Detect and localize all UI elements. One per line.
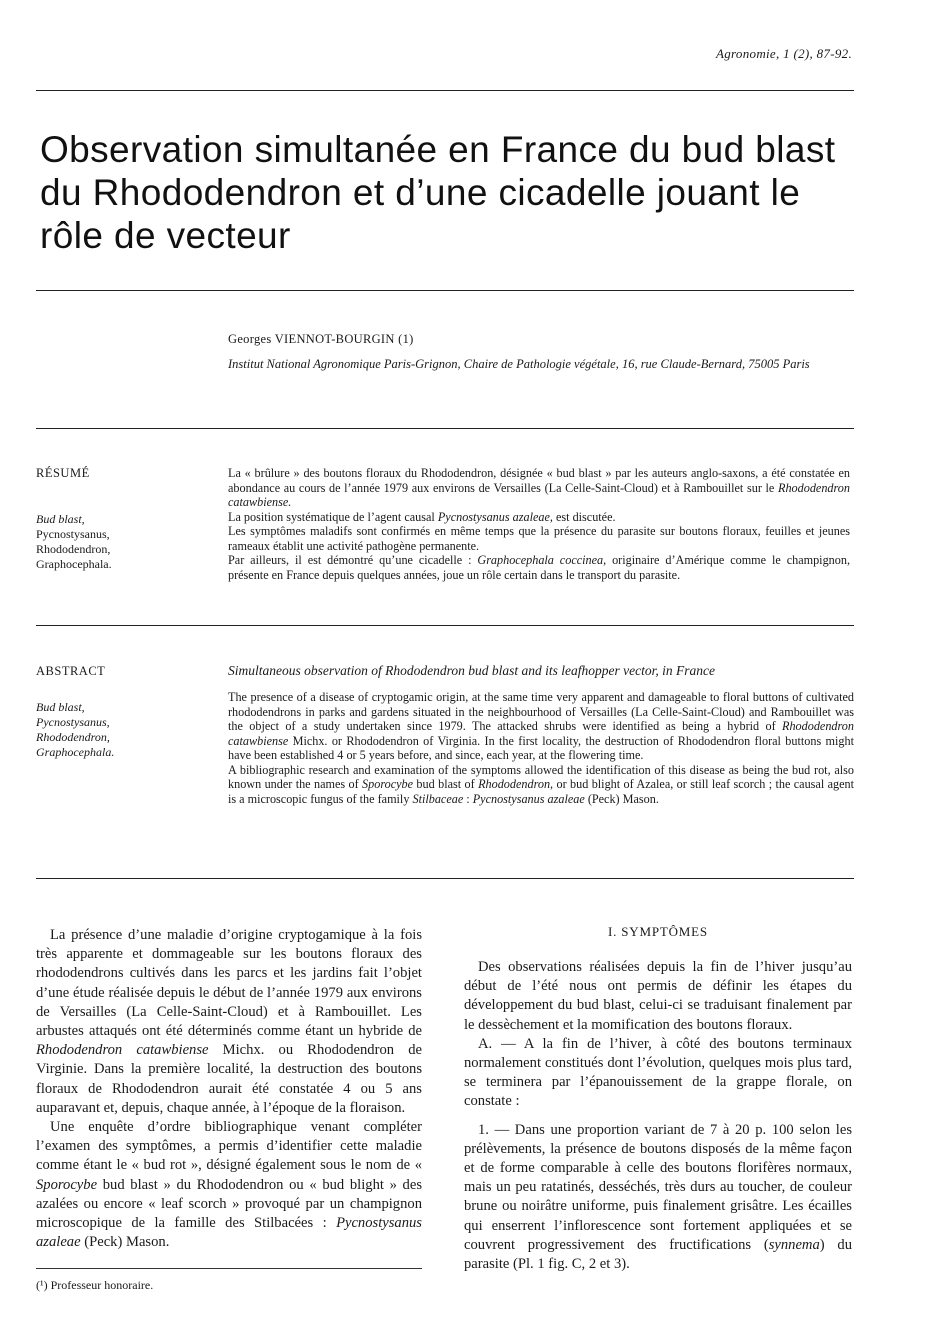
resume-heading: RÉSUMÉ: [36, 466, 90, 480]
body-paragraph: 1. — Dans une proportion variant de 7 à 20 p. 100 selon les prélèvements, la présence de boutons disposés de la même façon et de forme comparable à celle des boutons florifères normaux, mais un peu ratatinés, desséchés, très durs au toucher, de couleur brune ou noirâtre uniforme, puis finalement grisâtre. Les écailles qui enserrent l’inflorescence sont fortement appliquées et se couvrent progressivement des fructifications (synnema) du parasite (Pl. 1 fig. C, 2 et 3).: [464, 1121, 852, 1273]
resume-paragraph: La position systématique de l’agent causal Pycnostysanus azaleae, est discutée.: [228, 509, 616, 524]
section-heading: I. SYMPTÔMES: [608, 924, 708, 939]
abstract-title: Simultaneous observation of Rhododendron bud blast and its leafhopper vector, in France: [228, 663, 715, 678]
title-rule: [36, 290, 854, 291]
article-title: Observation simultanée en France du bud blast du Rhododendron et d’une cicadelle jouant le rôle de vecteur: [40, 129, 836, 256]
abstract-heading: ABSTRACT: [36, 664, 106, 678]
body-paragraph: Des observations réalisées depuis la fin de l’hiver jusqu’au début de l’été nous ont permis de définir les étapes du développement du bud blast, celui-ci se traduisant finalement par le dessèchement et la momification des boutons floraux.: [464, 959, 852, 1033]
body-paragraph: A. — A la fin de l’hiver, à côté des boutons terminaux normalement constitués dont l’évolution, quelques mois plus tard, se terminera par l’épanouissement de la grappe florale, on constate :: [464, 1035, 852, 1110]
resume-paragraph: Par ailleurs, il est démontré qu’une cicadelle : Graphocephala coccinea, originaire d’Amérique comme le champignon, présente en France depuis quelques années, joue un rôle certain dans le transport du parasite.: [228, 553, 850, 582]
journal-reference: Agronomie, 1 (2), 87-92.: [716, 46, 852, 61]
resume-keywords: [36, 512, 216, 572]
abstract-paragraph: The presence of a disease of cryptogamic origin, at the same time very apparent and damageable to floral buttons of cultivated rhododendrons in parks and gardens situated in the neighbourhood of Versailles (La Celle-Saint-Cloud) and Rambouillet was the object of a study undertaken since 1979. The attacked shrubs were identified as being a hybrid of Rhododendron catawbiense Michx. or Rhododendron of Virginia. In the first locality, the destruction of Rhododendron floral buttons might have been established 4 or 5 years before, and since, each year, at the flowering time.: [228, 690, 854, 762]
resume-keyword: Rhododendron,: [36, 542, 111, 556]
resume-keyword: Bud blast,: [36, 512, 85, 526]
abstract-keyword: Graphocephala.: [36, 745, 115, 759]
body-paragraph: Une enquête d’ordre bibliographique venant compléter l’examen des symptômes, a permis d’identifier cette maladie comme étant le « bud rot », désigné également sous le nom de « Sporocybe bud blast » du Rhododendron ou « bud blight » des azalées ou encore « leaf scorch » provoqué par un champignon microscopique de la famille des Stilbacées : Pycnostysanus azaleae (Peck) Mason.: [36, 1119, 422, 1251]
footnote: (¹) Professeur honoraire.: [36, 1278, 154, 1292]
header-rule: [36, 90, 854, 91]
resume-text: [228, 466, 850, 582]
abstract-rule: [36, 878, 854, 879]
author-name: Georges VIENNOT-BOURGIN (1): [228, 332, 414, 346]
author-affiliation: Institut National Agronomique Paris-Grignon, Chaire de Pathologie végétale, 16, rue Claude-Bernard, 75005 Paris: [228, 357, 810, 371]
resume-keyword: Pycnostysanus,: [36, 527, 110, 541]
abstract-keyword: Rhododendron,: [36, 730, 110, 744]
resume-keyword: Graphocephala.: [36, 557, 112, 571]
resume-paragraph: La « brûlure » des boutons floraux du Rhododendron, désignée « bud blast » par les auteurs anglo-saxons, a été constatée en abondance au cours de l’année 1979 aux environs de Versailles (La Celle-Saint-Cloud) et à Rambouillet sur le Rhododendron catawbiense.: [228, 466, 850, 509]
resume-rule: [36, 625, 854, 626]
resume-paragraph: Les symptômes maladifs sont confirmés en même temps que la présence du parasite sur boutons floraux, feuilles et jeunes rameaux établit une activité pathogène permanente.: [228, 524, 850, 553]
body-right-column: [464, 958, 852, 1274]
affiliation-rule: [36, 428, 854, 429]
abstract-keywords: [36, 700, 216, 760]
body-left-column: [36, 926, 422, 1252]
abstract-keyword: Bud blast,: [36, 700, 85, 714]
abstract-text: [228, 690, 854, 806]
abstract-keyword: Pycnostysanus,: [36, 715, 110, 729]
abstract-paragraph: A bibliographic research and examination of the symptoms allowed the identification of this disease as being the bud rot, also known under the names of Sporocybe bud blast of Rhododendron, or bud blight of Azalea, or still leaf scorch ; the causal agent is a microscopic fungus of the family Stilbaceae : Pycnostysanus azaleae (Peck) Mason.: [228, 762, 855, 806]
footnote-rule: [36, 1268, 422, 1269]
body-paragraph: La présence d’une maladie d’origine cryptogamique à la fois très apparente et dommageable sur les boutons floraux des rhododendrons cultivés dans les parcs et les jardins fait l’objet d’une étude réalisée depuis le début de l’année 1979 aux environs de Versailles (La Celle-Saint-Cloud) et à Rambouillet. Les arbustes attaqués ont été déterminés comme étant un hybride de Rhododendron catawbiense Michx. ou Rhododendron de Virginie. Dans la première localité, la destruction des boutons floraux de Rhododendron aurait été constatée 4 ou 5 ans auparavant et, depuis, chaque année, à l’époque de la floraison.: [36, 927, 422, 1116]
